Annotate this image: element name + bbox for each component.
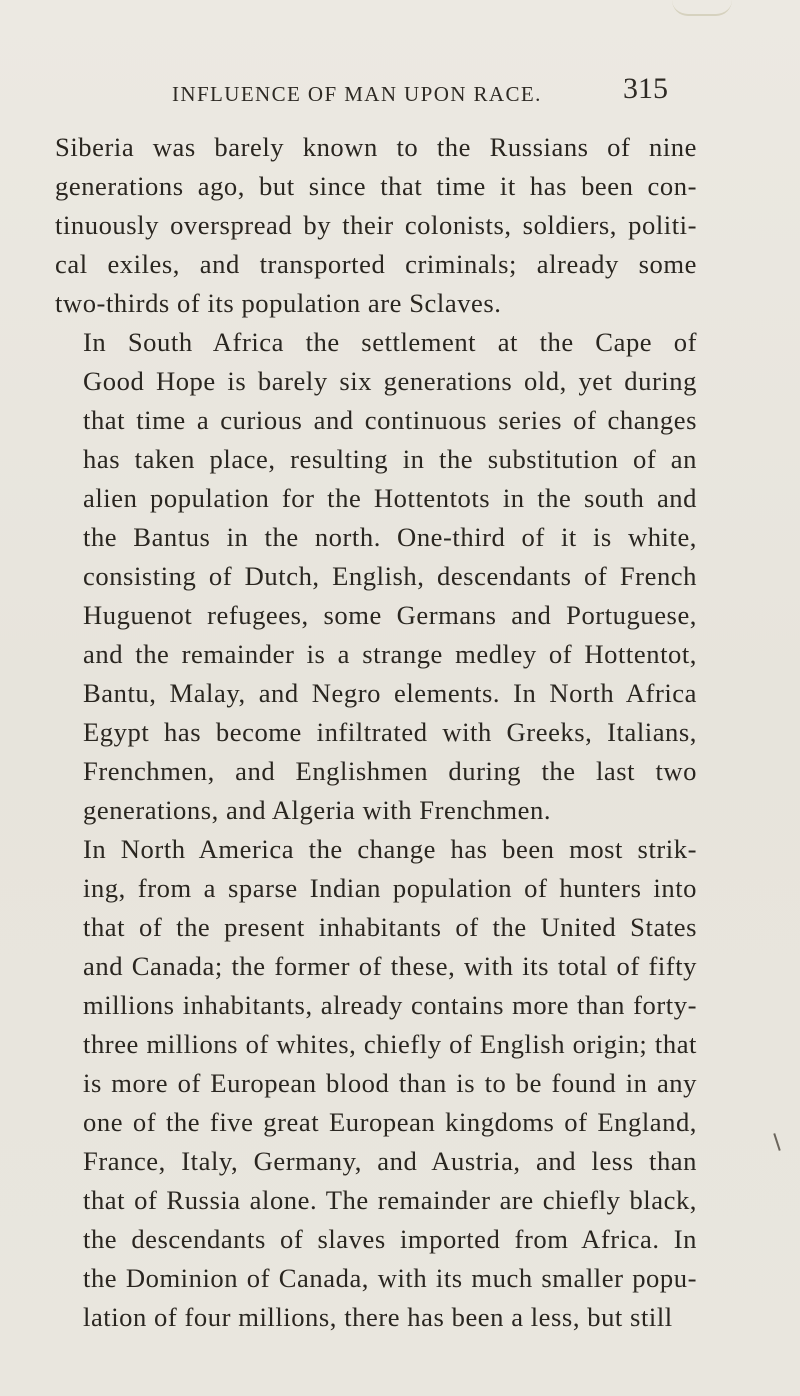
text-line: that of Russia alone. The remainder are chiefly black, [83, 1185, 697, 1215]
text-line: and the remainder is a strange medley of Hottentot, [83, 639, 697, 669]
text-line: generations ago, but since that time it has been con- [55, 171, 697, 201]
paragraph [55, 128, 697, 323]
paragraph [55, 323, 697, 830]
text-line: three millions of whites, chiefly of English origin; that [83, 1029, 697, 1059]
text-line: Siberia was barely known to the Russians of nine [55, 132, 697, 162]
text-line: lation of four millions, there has been a less, but still [83, 1302, 673, 1332]
page-number: 315 [623, 72, 668, 105]
text-line: Huguenot refugees, some Germans and Portuguese, [83, 600, 697, 630]
text-line: In North America the change has been most strik- [83, 834, 697, 864]
text-line: consisting of Dutch, English, descendants of French [83, 561, 697, 591]
text-line: is more of European blood than is to be found in any [83, 1068, 697, 1098]
text-line: Egypt has become infiltrated with Greeks, Italians, [83, 717, 697, 747]
text-line: that of the present inhabitants of the United States [83, 912, 697, 942]
text-line: In South Africa the settlement at the Cape of [83, 327, 697, 357]
text-line: that time a curious and continuous series of changes [83, 405, 697, 435]
text-line: has taken place, resulting in the substitution of an [83, 444, 697, 474]
text-line: generations, and Algeria with Frenchmen. [83, 795, 552, 825]
text-line: Bantu, Malay, and Negro elements. In North Africa [83, 678, 697, 708]
running-header: INFLUENCE OF MAN UPON RACE. [172, 82, 542, 106]
text-line: the Dominion of Canada, with its much smaller popu- [83, 1263, 697, 1293]
text-line: the descendants of slaves imported from Africa. In [83, 1224, 697, 1254]
text-line: and Canada; the former of these, with its total of fifty [83, 951, 697, 981]
text-line: ing, from a sparse Indian population of hunters into [83, 873, 697, 903]
text-line: tinuously overspread by their colonists, soldiers, politi- [55, 210, 697, 240]
paragraph [55, 830, 697, 1337]
text-line: Good Hope is barely six generations old, yet during [83, 366, 697, 396]
text-line: one of the five great European kingdoms of England, [83, 1107, 697, 1137]
margin-mark [773, 1133, 780, 1151]
text-line: the Bantus in the north. One-third of it is white, [83, 522, 697, 552]
body-text [55, 128, 697, 1337]
text-line: millions inhabitants, already contains more than forty- [83, 990, 697, 1020]
text-line: France, Italy, Germany, and Austria, and less than [83, 1146, 697, 1176]
page-smudge [672, 0, 732, 16]
text-line: Frenchmen, and Englishmen during the last two [83, 756, 697, 786]
text-line: alien population for the Hottentots in the south and [83, 483, 697, 513]
text-line: two-thirds of its population are Sclaves. [55, 288, 502, 318]
text-line: cal exiles, and transported criminals; already some [55, 249, 697, 279]
